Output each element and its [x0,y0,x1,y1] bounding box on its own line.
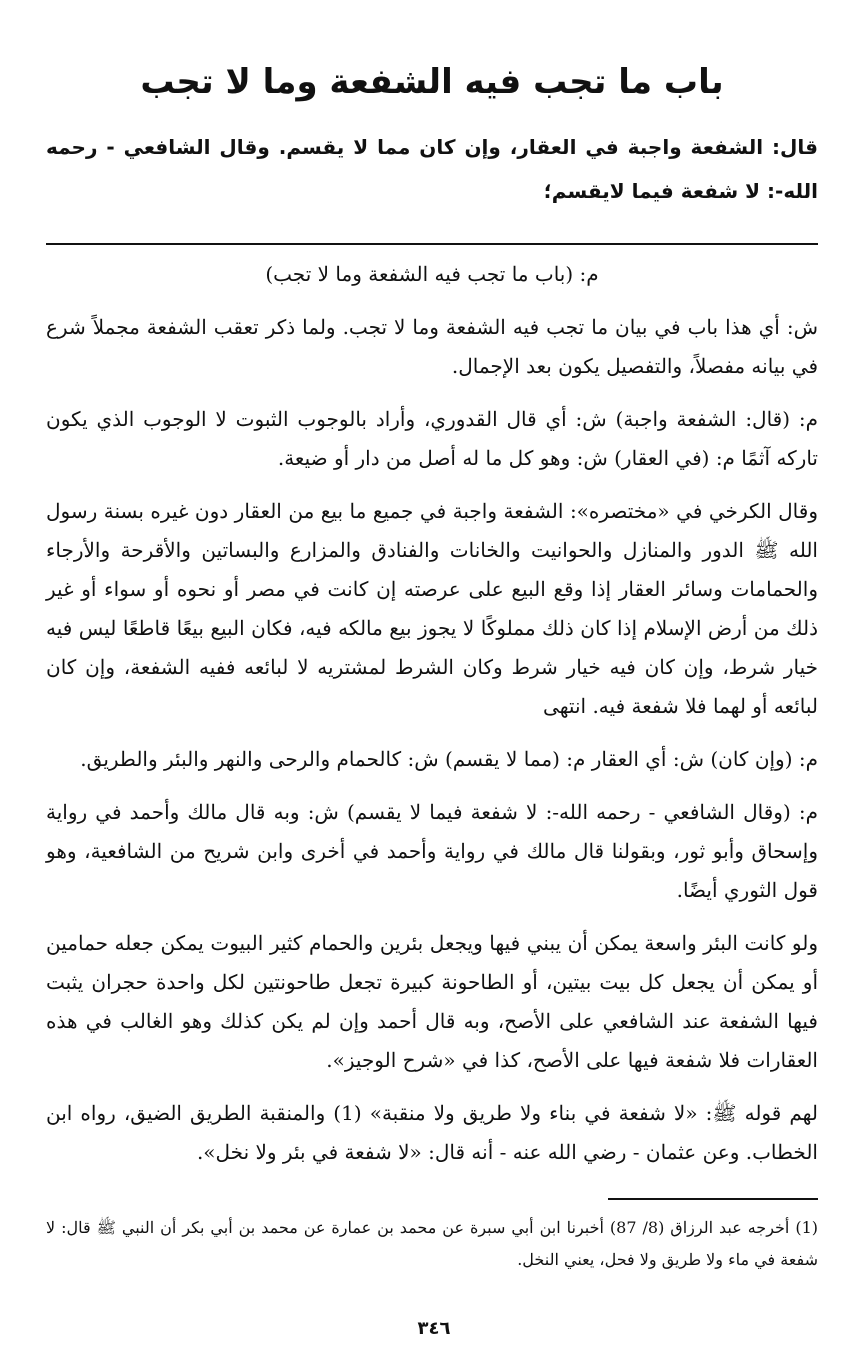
commentary-paragraph: م: (وإن كان) ش: أي العقار م: (مما لا يقسم) ش: كالحمام والرحى والنهر والبئر والطريق. [80,746,818,771]
commentary-paragraph: لهم قوله ﷺ: «لا شفعة في بناء ولا طريق ولا منقبة» (1) والمنقبة الطريق الضيق، رواه ابن الخطاب. وعن عثمان - رضي الله عنه - أنه قال: «لا شفعة في بئر ولا نخل». [46,1100,818,1164]
commentary-paragraph: ش: أي هذا باب في بيان ما تجب فيه الشفعة وما لا تجب. ولما ذكر تعقب الشفعة مجملاً شرع في بيانه مفصلاً، والتفصيل يكون بعد الإجمال. [46,314,818,378]
footnote-divider [608,1198,818,1200]
commentary-paragraph: ولو كانت البئر واسعة يمكن أن يبني فيها ويجعل بئرين والحمام كثير البيوت يمكن جعله حمامين أو يمكن أن يجعل كل بيت بيتين، أو الطاحونة كبيرة تجعل طاحونتين لكل واحدة حجران يثبت فيها الشفعة عند الشافعي على الأصح، وبه قال أحمد وإن لم يكن كذلك وهو الغالب في هذه العقارات فلا شفعة فيها على الأصح، كذا في «شرح الوجيز». [46,930,818,1072]
chapter-heading-repeat: م: (باب ما تجب فيه الشفعة وما لا تجب) [265,261,599,286]
footnote: (1) أخرجه عبد الرزاق (8/ 87) أخبرنا ابن أبي سبرة عن محمد بن عمارة عن محمد بن أبي بكر أن النبي ﷺ قال: لا شفعة في ماء ولا طريق ولا فحل، يعني النخل. [46,1217,819,1269]
matn-text: قال: الشفعة واجبة في العقار، وإن كان مما لا يقسم. وقال الشافعي - رحمه الله-: لا شفعة فيما لايقسم؛ [46,134,818,203]
top-divider [46,243,818,245]
commentary-paragraph: وقال الكرخي في «مختصره»: الشفعة واجبة في جميع ما بيع من العقار دون غيره بسنة رسول الله ﷺ الدور والمنازل والحوانيت والخانات والفنادق والمزارع والبساتين والأقرحة والأرجاء والحمامات وسائر العقار إذا وقع البيع على عرصته إن كانت في مصر أو نحوه أو سواء أو غير ذلك من أرض الإسلام إذا كان ذلك مملوكًا لا يجوز بيع مالكه فيه، فكان البيع بيعًا قاطعًا ليس فيه خيار شرط، وإن كان فيه خيار شرط وكان الشرط لمشتريه لا لبائعه ففيه الشفعة، وإن كان لبائعه أو لهما فلا شفعة فيه. انتهى [46,498,819,718]
page-number: ٣٤٦ [417,1318,451,1339]
commentary-paragraph: م: (وقال الشافعي - رحمه الله-: لا شفعة فيما لا يقسم) ش: وبه قال مالك وأحمد في رواية وإسحاق وأبو ثور، وبقولنا قال مالك في رواية وأحمد في أخرى وابن شريح من الشافعية، وهو قول الثوري أيضًا. [46,799,818,902]
chapter-title: باب ما تجب فيه الشفعة وما لا تجب [140,62,724,102]
commentary-paragraph: م: (قال: الشفعة واجبة) ش: أي قال القدوري، وأراد بالوجوب الثبوت لا الوجوب الذي يكون تاركه آثمًا م: (في العقار) ش: وهو كل ما له أصل من دار أو ضيعة. [46,406,818,470]
